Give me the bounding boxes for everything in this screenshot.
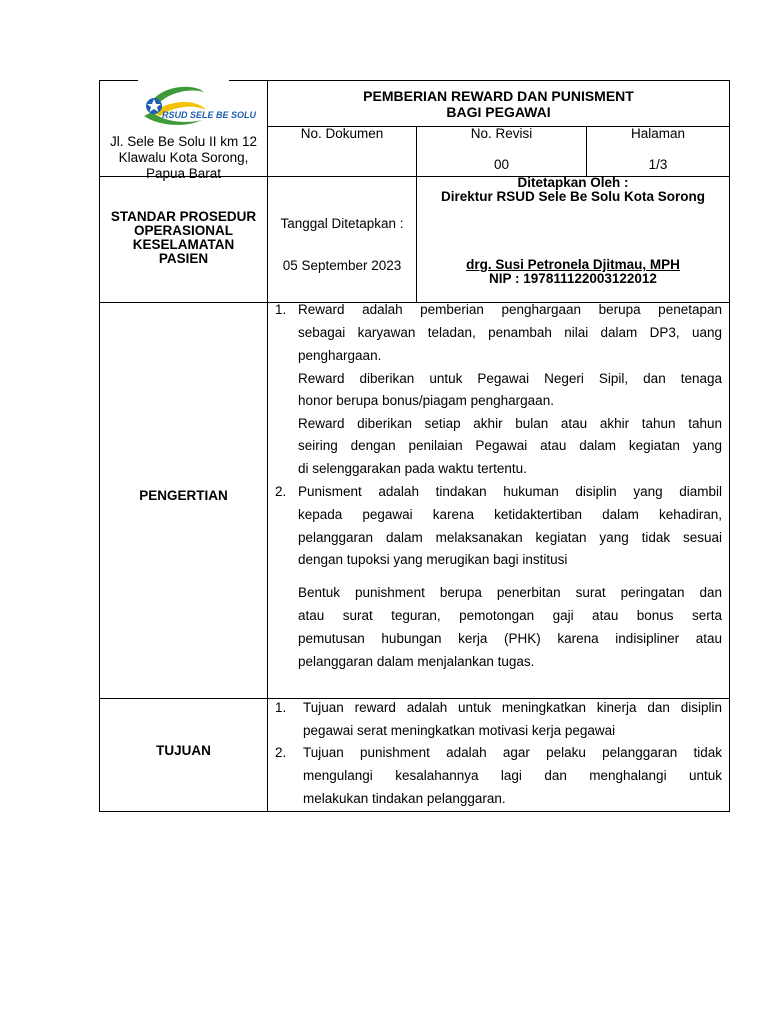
list-item-line: mengulangi kesalahannya lagi dan menghalangi untuk (303, 768, 722, 783)
list-item-line: Tujuan punishment adalah agar pelaku pelanggaran tidak (303, 745, 722, 760)
date-label: Tanggal Ditetapkan : (280, 216, 404, 231)
list-item-line: melakukan tindakan pelanggaran. (303, 791, 506, 806)
list-item-line: penghargaan. (298, 348, 382, 363)
list-number: 2. (275, 745, 287, 760)
sop-label-line: PASIEN (158, 251, 209, 266)
list-item-line: Reward adalah pemberian penghargaan berupa penetapan (298, 302, 722, 317)
list-item-line: seiring dengan penilaian Pegawai atau dalam kegiatan yang (298, 438, 722, 453)
date-value: 05 September 2023 (282, 258, 402, 273)
list-item-line: Reward diberikan untuk Pegawai Negeri Sipil, dan tenaga (298, 371, 722, 386)
title-line: BAGI PEGAWAI (446, 104, 551, 120)
list-number: 2. (275, 484, 287, 499)
sop-label (100, 210, 267, 266)
revision-value: 00 (493, 157, 510, 172)
table-divider-main (267, 80, 268, 812)
approved-by-label: Ditetapkan Oleh : (517, 175, 629, 190)
hospital-logo (134, 82, 257, 130)
table-border-top-right (229, 80, 730, 81)
table-border-right (729, 80, 730, 812)
address-line: Klawalu Kota Sorong, (118, 150, 249, 165)
director-name: drg. Susi Petronela Djitmau, MPH (466, 257, 680, 272)
table-border-top-left (99, 80, 138, 81)
signature-block (417, 258, 729, 286)
paragraph-line: atau surat teguran, pemotongan gaji atau bonus serta (298, 608, 722, 623)
section-label-pengertian: PENGERTIAN (139, 488, 228, 503)
hospital-address (100, 134, 267, 182)
address-line: Jl. Sele Be Solu II km 12 (109, 134, 258, 149)
list-item-line: di selenggarakan pada waktu tertentu. (298, 461, 527, 476)
page-label: Halaman (630, 126, 686, 141)
director-title: Direktur RSUD Sele Be Solu Kota Sorong (440, 189, 706, 204)
document-number-label: No. Dokumen (300, 126, 384, 141)
logo-text: RSUD SELE BE SOLU (162, 110, 257, 120)
sop-label-line: KESELAMATAN (132, 237, 235, 252)
list-item-line: sebagai karyawan teladan, penambah nilai dalam DP3, uang (298, 325, 722, 340)
list-item-line: pelanggaran dalam melaksanakan kegiatan yang tidak sesuai (298, 530, 722, 545)
list-item-line: Reward diberikan setiap akhir bulan atau akhir tahun tahun (298, 416, 722, 431)
paragraph-line: pelanggaran dalam menjalankan tugas. (298, 654, 535, 669)
title-line: PEMBERIAN REWARD DAN PUNISMENT (363, 88, 634, 104)
list-item-line: Punisment adalah tindakan hukuman disiplin yang diambil (298, 484, 722, 499)
paragraph-line: pemutusan hubungan kerja (PHK) karena indisipliner atau (298, 631, 722, 646)
director-nip: NIP : 197811122003122012 (489, 271, 657, 286)
page-value: 1/3 (648, 157, 668, 172)
list-item-line: honor berupa bonus/piagam penghargaan. (298, 393, 554, 408)
paragraph-line: Bentuk punishment berupa penerbitan surat peringatan dan (298, 585, 722, 600)
approval-block (417, 176, 729, 204)
list-item-line: dengan tupoksi yang merugikan bagi institusi (298, 552, 568, 567)
table-border-bottom (99, 811, 730, 812)
list-item-line: pegawai serat meningkatkan motivasi kerja pegawai (303, 723, 616, 738)
revision-label: No. Revisi (470, 126, 533, 141)
sop-label-line: OPERASIONAL (133, 223, 233, 238)
list-number: 1. (275, 700, 287, 715)
list-item-line: kepada pegawai karena ketidaktertiban dalam kehadiran, (298, 507, 722, 522)
list-number: 1. (275, 302, 287, 317)
section-label-tujuan: TUJUAN (156, 743, 211, 758)
address-line: Papua Barat (145, 166, 222, 181)
sop-label-line: STANDAR PROSEDUR (110, 209, 257, 224)
table-border-left (99, 80, 100, 812)
document-title (268, 88, 729, 120)
list-item-line: Tujuan reward adalah untuk meningkatkan kinerja dan disiplin (303, 700, 722, 715)
